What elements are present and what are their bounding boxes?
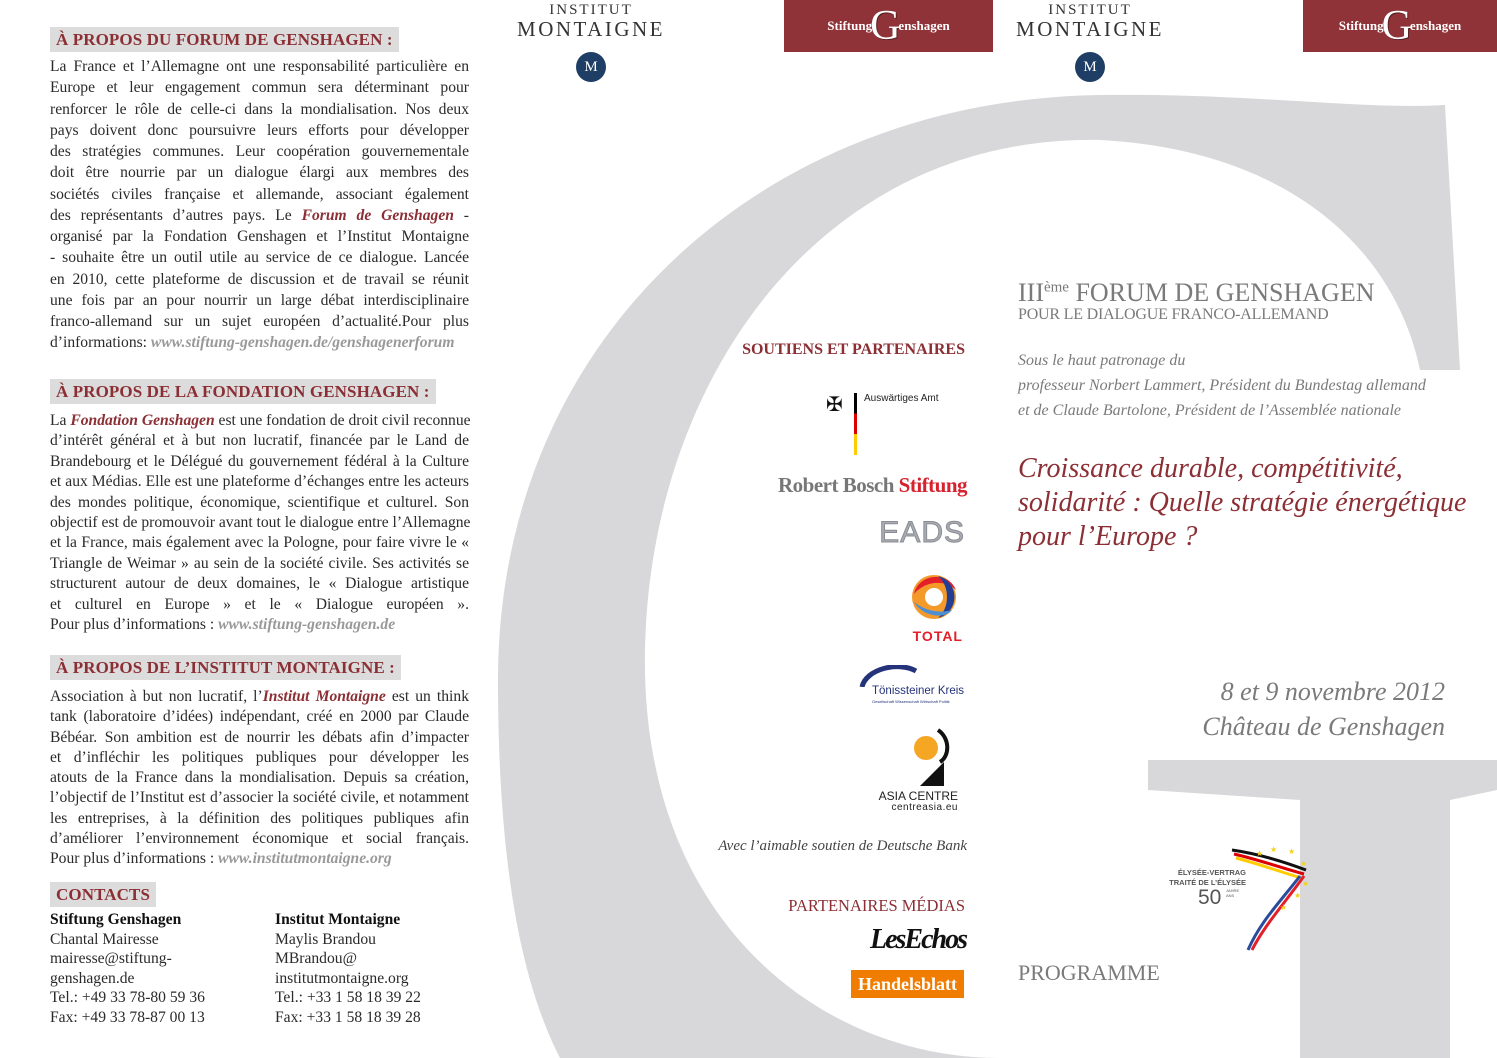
- title-text: III: [1018, 278, 1044, 307]
- institut-montaigne-logo: [1015, 2, 1165, 82]
- text-segment: et aux Médias. Elle est une plateforme d’échanges entre les acteurs: [50, 473, 469, 491]
- patronage-line: et de Claude Bartolone, Président de l’Assemblée nationale: [1018, 402, 1402, 419]
- logo-text: centreasia.eu: [891, 802, 958, 813]
- contact-email[interactable]: genshagen.de: [50, 969, 135, 987]
- text-line: [50, 809, 469, 829]
- forum-subtitle: POUR LE DIALOGUE FRANCO-ALLEMAND: [1018, 306, 1329, 323]
- svg-text:★: ★: [1294, 891, 1302, 900]
- text-segment: d’intérêt général et à but non lucratif, financée par le Land de: [50, 432, 469, 450]
- logo-text: TRAITÉ DE L’ÉLYSÉE: [1169, 878, 1246, 887]
- contact-card-genshagen: [50, 910, 205, 1028]
- section-heading-montaigne: À PROPOS DE L’INSTITUT MONTAIGNE :: [50, 655, 401, 680]
- text-line: [50, 513, 469, 533]
- text-segment: en 2010, cette plateforme de discussion et de travail se réunit: [50, 270, 469, 288]
- text-segment: doit être nourrie par un dialogue élargi aux membres des: [50, 164, 469, 182]
- text-segment: La: [50, 412, 71, 429]
- text-segment: est un think: [385, 688, 469, 705]
- text-segment: est une fondation de droit civil reconnue: [214, 412, 471, 429]
- logo-text: MONTAIGNE: [517, 17, 665, 41]
- arc-icon: [858, 665, 918, 687]
- contact-phone: Tel.: +49 33 78-80 59 36: [50, 989, 205, 1007]
- contact-name: Chantal Mairesse: [50, 930, 159, 948]
- text-line: [50, 472, 469, 492]
- logo-g: G: [870, 3, 901, 49]
- text-segment: franco-allemand sur un sujet européen d’actualité.Pour plus: [50, 313, 469, 330]
- contact-email[interactable]: mairesse@stiftung-: [50, 950, 172, 968]
- logo-text: enshagen: [1409, 18, 1462, 33]
- text-segment: d’améliorer l’environnement économique et social français.: [50, 829, 469, 847]
- text-line: [50, 493, 469, 513]
- text-segment: et d’infléchir les politiques publiques pour développer les: [50, 748, 469, 766]
- logo-text: ANS: [1226, 893, 1235, 898]
- text-line: [50, 226, 469, 247]
- text-line: [50, 615, 469, 635]
- text-line: [50, 290, 469, 311]
- text-line: [50, 431, 469, 451]
- section-body-fondation: [50, 411, 469, 635]
- section-heading-contacts: CONTACTS: [50, 882, 156, 907]
- eads-logo: EADS: [879, 516, 965, 549]
- text-line: [50, 120, 469, 141]
- text-line: [50, 533, 469, 553]
- text-segment: Association à but non lucratif, l’: [50, 688, 263, 705]
- text-segment: - souhaite être un outil utile au service de ce dialogue. Lancée: [50, 249, 469, 267]
- contact-card-montaigne: [275, 910, 421, 1028]
- text-segment: sociétés civiles française et allemande, associant également: [50, 185, 469, 203]
- logo-text: ÉLYSÉE-VERTRAG: [1177, 868, 1246, 877]
- contact-org: Stiftung Genshagen: [50, 911, 182, 928]
- text-line: [50, 768, 469, 788]
- text-line: [50, 554, 469, 574]
- logo-text: enshagen: [898, 18, 950, 33]
- section-heading-forum: À PROPOS DU FORUM DE GENSHAGEN :: [50, 27, 399, 52]
- svg-text:★: ★: [1270, 845, 1278, 854]
- logo-text: Robert Bosch: [777, 473, 899, 497]
- forum-title: [1018, 278, 1374, 308]
- logo-text: Stiftung: [1338, 18, 1384, 33]
- emphasis: Forum de Genshagen: [301, 206, 454, 224]
- tonissteiner-logo: [858, 665, 966, 707]
- theme-line: pour l’Europe ?: [1018, 521, 1198, 552]
- text-line: [50, 728, 469, 748]
- text-line: [50, 247, 469, 268]
- logo-text: INSTITUT: [549, 2, 633, 18]
- section-body-montaigne: [50, 687, 469, 869]
- deutsche-bank-note: Avec l’aimable soutien de Deutsche Bank: [718, 838, 967, 854]
- theme-line: Croissance durable, compétitivité,: [1018, 453, 1403, 484]
- stiftung-genshagen-logo: [784, 0, 993, 52]
- event-date-place: [1202, 674, 1445, 744]
- text-line: [50, 311, 469, 332]
- bosch-logo: [778, 473, 967, 498]
- text-line: [50, 269, 469, 290]
- text-line: [50, 829, 469, 849]
- contact-email[interactable]: MBrandou@: [275, 950, 357, 968]
- text-line: [50, 849, 469, 869]
- text-segment: des mondes politique, économique, scientifique et culturel. Son: [50, 493, 469, 511]
- montaigne-mark-icon: M: [576, 52, 606, 82]
- total-logo-text: TOTAL: [912, 628, 963, 644]
- svg-text:★: ★: [1300, 859, 1308, 868]
- text-segment: et la France, mais également avec la Pologne, pour faire vivre le «: [50, 534, 469, 552]
- section-body-forum: [50, 56, 469, 354]
- svg-text:★: ★: [1256, 849, 1264, 858]
- link[interactable]: www.stiftung-genshagen.de: [218, 615, 396, 633]
- text-segment: structurent autour de deux domaines, le « Dialogue artistique: [50, 575, 469, 593]
- text-segment: et culturel en Europe » et le « Dialogue européen ».: [50, 595, 469, 613]
- patronage-line: professeur Norbert Lammert, Président du Bundestag allemand: [1018, 377, 1426, 394]
- text-line: [50, 77, 469, 98]
- logo-text: Gesellschaft Wissenschaft Wirtschaft Politik: [872, 699, 950, 704]
- programme-label: PROGRAMME: [1018, 960, 1160, 985]
- asia-centre-icon: [910, 728, 950, 788]
- text-line: [50, 99, 469, 120]
- text-segment: les entreprises, à la définition des politiques publiques afin: [50, 809, 469, 827]
- text-line: [50, 574, 469, 594]
- contact-email[interactable]: institutmontaigne.org: [275, 969, 409, 987]
- svg-text:★: ★: [1288, 847, 1296, 856]
- event-place: Château de Genshagen: [1202, 712, 1445, 741]
- logo-text: 50: [1198, 886, 1222, 909]
- text-line: [50, 56, 469, 77]
- logo-text: Tönissteiner Kreis: [872, 685, 965, 697]
- eagle-icon: ✠: [826, 394, 843, 416]
- theme-line: solidarité : Quelle stratégie énergétique: [1018, 487, 1467, 518]
- title-text: FORUM DE GENSHAGEN: [1068, 278, 1375, 307]
- handelsblatt-logo: Handelsblatt: [851, 970, 964, 998]
- total-logo-icon: [908, 572, 960, 622]
- text-line: [50, 595, 469, 615]
- text-segment: Brandebourg et le Délégué du gouvernement fédéral à la Culture: [50, 452, 469, 470]
- text-line: [50, 411, 469, 431]
- svg-text:★: ★: [1302, 879, 1310, 888]
- section-heading-fondation: À PROPOS DE LA FONDATION GENSHAGEN :: [50, 379, 436, 404]
- contact-fax: Fax: +49 33 78-87 00 13: [50, 1008, 205, 1026]
- text-segment: Triangle de Weimar » au sein de la société civile. Ses activités se: [50, 554, 469, 572]
- text-segment: La France et l’Allemagne ont une responsabilité particulière en: [50, 58, 469, 75]
- text-segment: pays doivent donc poursuivre leurs efforts pour développer: [50, 121, 469, 139]
- emphasis: Fondation Genshagen: [70, 412, 215, 429]
- text-segment: des représentants d’autres pays. Le: [50, 206, 302, 224]
- logo-text: ASIA CENTRE: [878, 789, 958, 803]
- link[interactable]: www.stiftung-genshagen.de/genshagenerforum: [150, 334, 455, 352]
- contact-fax: Fax: +33 1 58 18 39 28: [275, 1008, 421, 1026]
- logo-text: Auswärtiges Amt: [864, 393, 939, 404]
- emphasis: Institut Montaigne: [262, 688, 386, 705]
- contact-phone: Tel.: +33 1 58 18 39 22: [275, 989, 421, 1007]
- elysee-50-logo: [1160, 842, 1310, 952]
- lesechos-logo: LesEchos: [870, 924, 966, 955]
- text-segment: Bébéar. Son ambition est de nourrir les débats afin d’impacter: [50, 728, 469, 746]
- text-segment: Pour plus d’informations :: [50, 850, 219, 867]
- text-line: [50, 205, 469, 226]
- text-segment: Pour plus d’informations :: [50, 615, 219, 633]
- text-line: [50, 687, 469, 707]
- logo-text: JAHRE: [1226, 888, 1240, 893]
- institut-montaigne-logo: [516, 2, 666, 82]
- event-date: 8 et 9 novembre 2012: [1220, 677, 1445, 706]
- text-segment: objectif est de promouvoir avant tout le dialogue entre l’Allemagne: [50, 513, 471, 531]
- logo-text: INSTITUT: [1048, 2, 1132, 18]
- patronage: [1018, 348, 1426, 423]
- text-segment: Europe et leur engagement commun sera déterminant pour: [50, 79, 469, 97]
- link[interactable]: www.institutmontaigne.org: [218, 850, 392, 867]
- text-segment: tank (laboratoire d’idées) indépendant, créé en 2000 par Claude: [50, 708, 469, 726]
- stiftung-genshagen-logo: [1303, 0, 1497, 52]
- title-sup: ème: [1043, 279, 1069, 296]
- text-line: [50, 788, 469, 808]
- text-segment: -: [453, 206, 469, 224]
- text-segment: atouts de la France dans la mondialisation. Depuis sa création,: [50, 769, 469, 786]
- flag-bar: [854, 393, 857, 455]
- text-line: [50, 707, 469, 727]
- text-segment: d’informations:: [50, 334, 151, 352]
- logo-g: G: [1381, 3, 1412, 49]
- contact-org: Institut Montaigne: [275, 911, 401, 928]
- text-line: [50, 162, 469, 183]
- text-line: [50, 452, 469, 472]
- text-line: [50, 184, 469, 205]
- auswaertiges-amt-logo: [826, 393, 966, 455]
- text-line: [50, 141, 469, 162]
- text-line: [50, 748, 469, 768]
- text-segment: organisé par la Fondation Genshagen et l’Institut Montaigne: [50, 228, 469, 245]
- logo-text: Stiftung: [827, 18, 873, 33]
- text-segment: renforcer le rôle de celle-ci dans la mondialisation. Nos deux: [50, 100, 469, 118]
- seven-flag-icon: [1230, 842, 1310, 952]
- text-segment: une fois par an pour nourrir un large débat interdisciplinaire: [50, 291, 469, 309]
- text-segment: des stratégies communes. Leur coopération gouvernementale: [50, 143, 469, 160]
- text-segment: l’objectif de l’Institut est d’associer la société civile, et notamment: [50, 789, 469, 807]
- patronage-line: Sous le haut patronage du: [1018, 352, 1186, 369]
- logo-text: Stiftung: [898, 473, 967, 497]
- media-partners-heading: PARTENAIRES MÉDIAS: [788, 896, 965, 915]
- montaigne-mark-icon: M: [1075, 52, 1105, 82]
- text-line: [50, 332, 469, 353]
- forum-theme: [1018, 452, 1466, 554]
- logo-text: MONTAIGNE: [1016, 17, 1164, 41]
- asia-centre-logo: [878, 728, 968, 814]
- svg-text:★: ★: [1280, 903, 1288, 912]
- contact-name: Maylis Brandou: [275, 930, 376, 948]
- sponsors-heading: SOUTIENS ET PARTENAIRES: [742, 341, 965, 358]
